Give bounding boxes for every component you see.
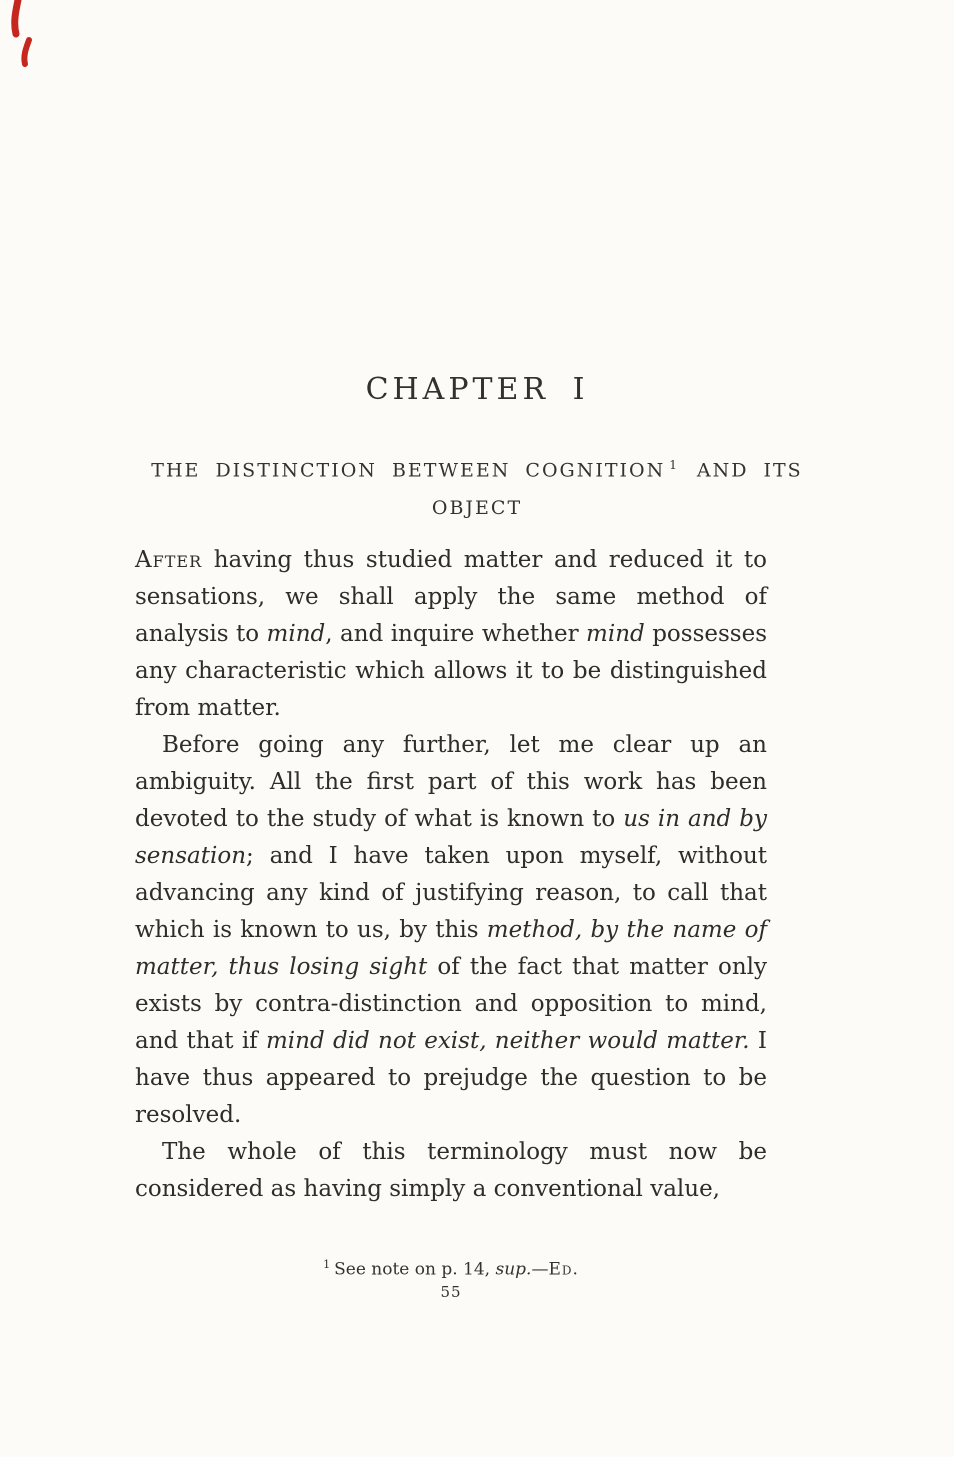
- section-title-line1: [147, 446, 807, 489]
- text-run: mind: [586, 621, 645, 647]
- text-run: Ed.: [548, 1259, 579, 1280]
- section-title-text-after: AND ITS: [681, 459, 803, 482]
- paragraph: [135, 1134, 767, 1208]
- footnote-text: [334, 1260, 579, 1280]
- text-run: method, by the name of matter, thus losing sight: [135, 917, 768, 980]
- text-run: After: [135, 547, 203, 573]
- text-run: us in and by sensation: [135, 806, 768, 869]
- section-title-line2: OBJECT: [431, 497, 523, 520]
- chapter-title: CHAPTER I: [365, 372, 589, 407]
- footnote-marker: 1: [323, 1258, 331, 1271]
- subtitle-footnote-ref: 1: [669, 458, 677, 472]
- paragraph: [135, 727, 767, 1134]
- section-title-text-before: THE DISTINCTION BETWEEN COGNITION: [151, 459, 666, 482]
- paragraph: [135, 542, 767, 727]
- section-title: [147, 446, 807, 527]
- text-run: I have thus appeared to prejudge the question to be resolved.: [135, 1028, 767, 1128]
- text-run: ; and I have taken upon myself, without advancing any kind of justifying reason, to call that which is known to us, by this: [135, 843, 767, 943]
- text-run: mind: [266, 621, 326, 647]
- text-run: The whole of this terminology must now be considered as having simply a conventional value,: [135, 1139, 767, 1202]
- text-run: mind did not exist, neither would matter.: [265, 1028, 750, 1054]
- page-number: 55: [440, 1283, 462, 1301]
- text-run: of the fact that matter only exists by contra-distinction and opposition to mind, and that if: [135, 954, 767, 1054]
- text-run: having thus studied matter and reduced it to sensations, we shall apply the same method of analysis to: [135, 547, 767, 647]
- text-run: —: [531, 1259, 549, 1280]
- text-run: sup.: [495, 1259, 532, 1280]
- body-text: [135, 542, 767, 1208]
- text-run: Before going any further, let me clear up an ambiguity. All the first part of this work has been devoted to the study of what is known to: [135, 732, 767, 832]
- text-run: possesses any characteristic which allows it to be distinguished from matter.: [135, 621, 768, 721]
- text-run: See note on p. 14,: [334, 1259, 496, 1280]
- footnote: [135, 1258, 767, 1280]
- red-scan-mark: [4, 0, 60, 78]
- text-run: , and inquire whether: [325, 621, 587, 647]
